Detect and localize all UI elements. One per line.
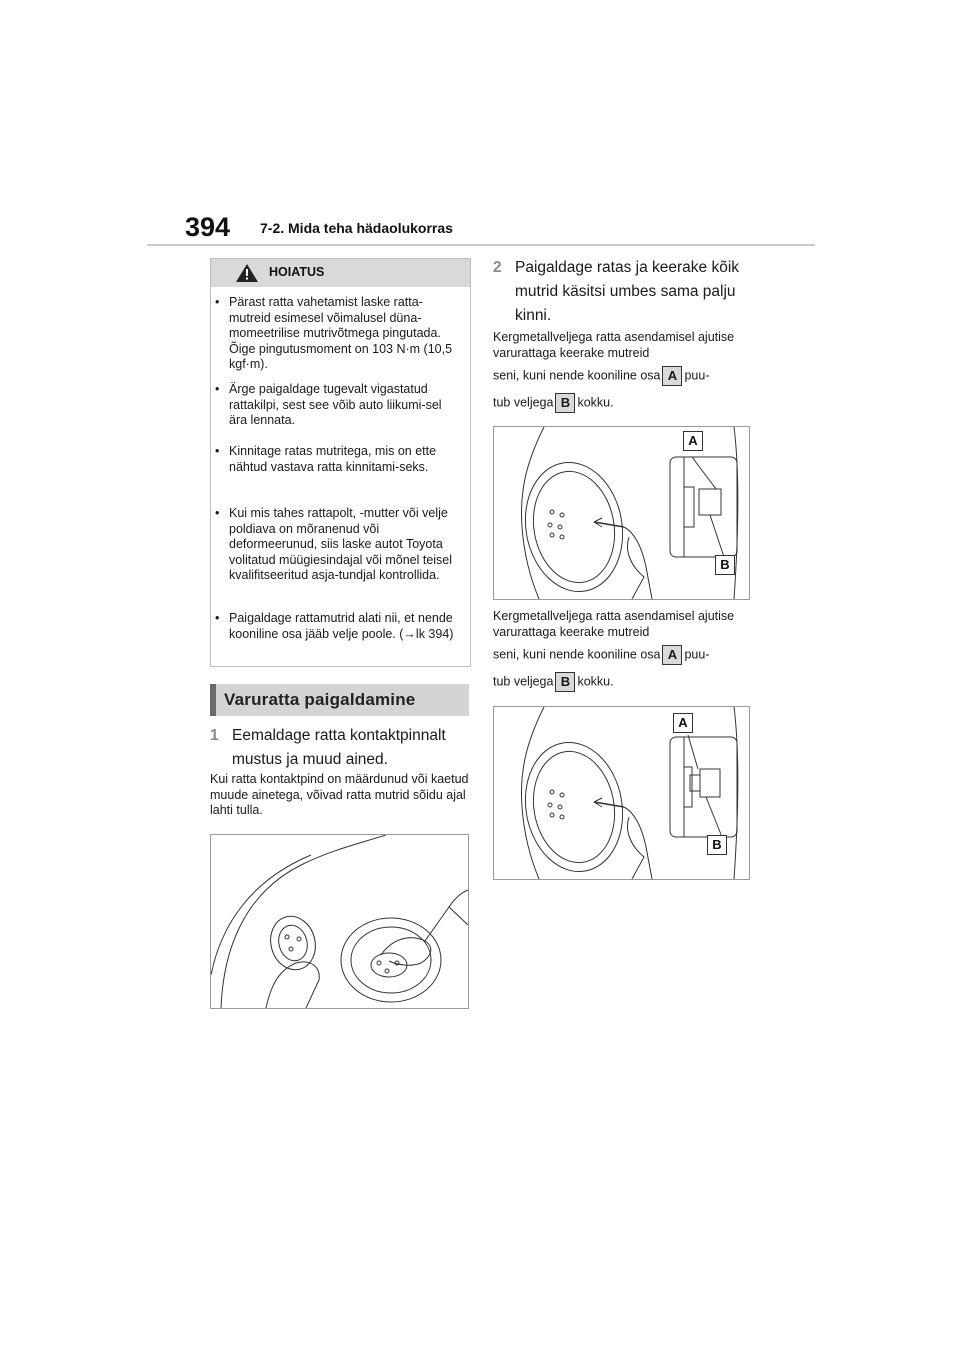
caption-1-text: Kergmetallveljega ratta asendamisel ajutise varurattaga keerake mutreid	[493, 330, 735, 360]
section-title: 7-2. Mida teha hädaolukorras	[260, 220, 453, 236]
bullet: •	[215, 382, 220, 396]
caption-text: seni, kuni nende kooniline osa	[493, 647, 661, 662]
warning-item-text: Kui mis tahes rattapolt, -mutter või velje poldiava on mõranenud või deformeerunud, siis laske autot Toyota volitatud müügiesindajal või mõnel teisel kvalifitseeritud asja-tundjal kontrollida.	[229, 506, 453, 583]
warning-icon	[236, 264, 258, 282]
warning-box	[210, 258, 471, 667]
caption-1-line	[493, 393, 614, 413]
warning-item-text: Ärge paigaldage tugevalt vigastatud rattakilpi, sest see võib auto liikumi-sel ära lennata.	[229, 382, 442, 428]
caption-2-line	[493, 672, 614, 692]
callout-b: B	[715, 555, 735, 575]
bullet: •	[215, 611, 220, 625]
callout-b: B	[707, 835, 727, 855]
caption-2-line	[493, 645, 710, 665]
section-heading-accent	[210, 684, 216, 716]
callout-a: A	[673, 713, 693, 733]
warning-item	[215, 295, 463, 373]
callout-a: A	[662, 366, 682, 386]
warning-item	[215, 506, 463, 584]
caption-text: puu-	[684, 647, 710, 662]
caption-text: kokku.	[577, 395, 614, 410]
caption-2-text: Kergmetallveljega ratta asendamisel ajutise varurattaga keerake mutreid	[493, 609, 735, 639]
warning-item-text: Kinnitage ratas mutritega, mis on ette nähtud vastava ratta kinnitami-seks.	[229, 444, 437, 474]
warning-item-text-start: Paigaldage rattamutrid alati nii, et nende kooniline osa jääb velje poole. (	[229, 611, 453, 641]
caption-text: tub veljega	[493, 395, 554, 410]
figure-nut-install-1	[493, 426, 750, 600]
caption-text: seni, kuni nende kooniline osa	[493, 368, 661, 383]
warning-item	[215, 611, 463, 642]
section-heading-title: Varuratta paigaldamine	[224, 690, 416, 709]
bullet: •	[215, 295, 220, 309]
warning-item-text: Pärast ratta vahetamist laske ratta-mutreid esimesel võimalusel düna-momeetrilise mutrivõtmega pingutada. Õige pingutusmoment on 103 N·m (10,5 kgf·m).	[229, 295, 453, 372]
section-heading	[210, 684, 469, 716]
warning-label: HOIATUS	[269, 265, 325, 279]
caption-text: tub veljega	[493, 674, 554, 689]
warning-item-text	[215, 611, 463, 642]
step-2	[493, 256, 755, 328]
figure-cleaning-wheel	[210, 834, 469, 1009]
header-divider	[147, 244, 815, 246]
page-reference-link[interactable]: lk 394)	[415, 626, 454, 641]
bullet: •	[215, 444, 220, 458]
caption-text: kokku.	[577, 674, 614, 689]
arrow-right-icon: →	[403, 626, 416, 641]
callout-a: A	[683, 431, 703, 451]
caption-1-line	[493, 366, 710, 386]
cleaning-illustration	[211, 835, 468, 1008]
warning-item	[215, 382, 463, 429]
figure-nut-install-2	[493, 706, 750, 880]
step-text: Eemaldage ratta kontaktpinnalt mustus ja muud ained.	[232, 727, 446, 768]
nut-install-illustration	[494, 427, 749, 599]
step-text: Paigaldage ratas ja keerake kõik mutrid käsitsi umbes sama palju kinni.	[515, 259, 740, 324]
warning-item	[215, 444, 463, 475]
step-number: 1	[210, 727, 219, 744]
bullet: •	[215, 506, 220, 520]
callout-a: A	[662, 645, 682, 665]
page-number: 394	[185, 212, 231, 242]
caption-text: puu-	[684, 368, 710, 383]
callout-b: B	[555, 393, 575, 413]
step-1	[210, 724, 472, 772]
callout-b: B	[555, 672, 575, 692]
step-1-note: Kui ratta kontaktpind on määrdunud või kaetud muude ainetega, võivad ratta mutrid sõidu ajal lahti tulla.	[210, 772, 469, 818]
warning-header	[211, 259, 470, 287]
step-number: 2	[493, 259, 502, 276]
